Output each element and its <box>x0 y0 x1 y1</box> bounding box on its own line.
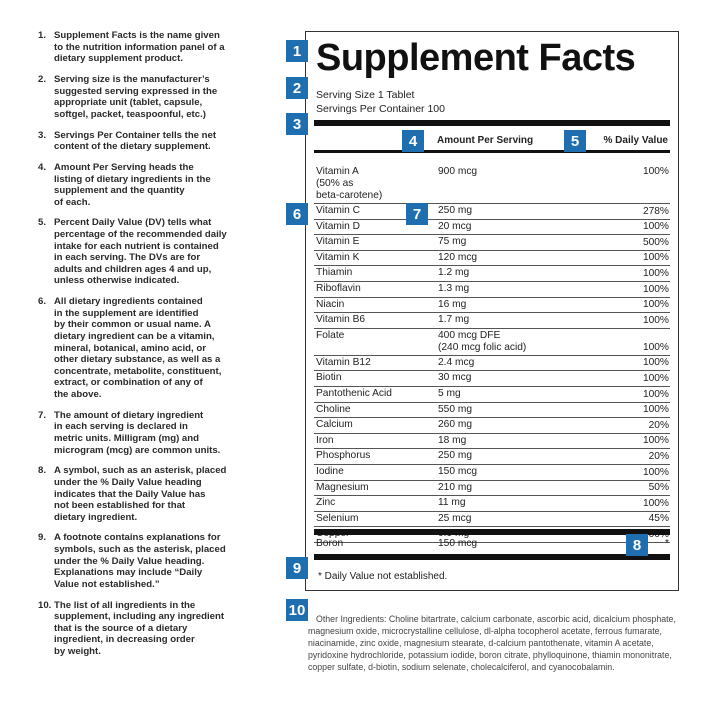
nutrient-name: Iron <box>316 434 334 446</box>
table-row <box>314 356 670 372</box>
servings-per-container: Servings Per Container 100 <box>316 103 445 115</box>
nutrient-amount: 30 mcg <box>438 372 472 384</box>
note-text: A footnote contains explanations for symbols, such as the asterisk, placed under the % Daily Value heading. Explanations may include “Daily Value not established.” <box>54 532 226 590</box>
nutrient-name: Biotin <box>316 372 342 384</box>
note-item <box>38 217 270 287</box>
thick-divider <box>314 120 670 126</box>
note-text: Servings Per Container tells the net content of the dietary supplement. <box>54 129 217 153</box>
nutrient-amount: 1.7 mg <box>438 314 470 326</box>
nutrient-name: Riboflavin <box>316 282 361 294</box>
note-text: Percent Daily Value (DV) tells what percentage of the recommended daily intake for each nutrient is contained in each serving. The DVs are for adults and children ages 4 and up, unless otherwise indicated. <box>54 217 227 287</box>
nutrient-amount: 11 mg <box>438 497 466 509</box>
table-row-boron <box>314 537 670 553</box>
daily-value-heading: % Daily Value <box>603 135 668 146</box>
nutrient-daily-value: 100% <box>642 497 669 509</box>
note-item <box>38 162 270 208</box>
nutrient-amount: 1.3 mg <box>438 282 470 294</box>
other-ingredients: Other Ingredients: Choline bitartrate, calcium carbonate, ascorbic acid, dicalcium phosphate, magnesium oxide, microcrystalline cellulose, dl-alpha tocopherol acetate, ferrous fumarate, niacinamide, zinc oxide, magnesium stearate, d-calcium pantothenate, vitamin A acetate, pyridoxine hydrochloride, potassium iodide, boron citrate, phylloquinone, thiamin mononitrate, copper sulfate, d-biotin, sodium selenate, cholecalciferol, and cyanocobalamin. <box>308 614 676 673</box>
nutrient-amount: 75 mg <box>438 236 467 248</box>
nutrient-name: Choline <box>316 403 351 415</box>
nutrient-amount: 210 mg <box>438 481 472 493</box>
note-item <box>38 296 270 400</box>
nutrient-name: Niacin <box>316 298 345 310</box>
nutrient-amount: 250 mg <box>438 205 472 216</box>
table-row <box>314 496 670 512</box>
nutrient-name: Boron <box>316 538 344 549</box>
nutrient-name: Magnesium <box>316 481 369 493</box>
nutrient-daily-value: 100% <box>642 283 669 295</box>
nutrient-name: Vitamin C <box>316 205 360 216</box>
table-row <box>314 313 670 329</box>
thick-divider <box>314 554 670 560</box>
nutrient-amount: 900 mcg <box>438 166 478 177</box>
nutrient-daily-value: 100% <box>642 341 669 353</box>
badge-8: 8 <box>626 534 648 556</box>
nutrient-daily-value: 100% <box>642 252 669 264</box>
note-number: 2. <box>38 73 47 85</box>
table-row <box>314 298 670 314</box>
nutrient-daily-value: 100% <box>642 435 669 447</box>
badge-10: 10 <box>286 599 308 621</box>
table-row <box>314 418 670 434</box>
table-row <box>314 449 670 465</box>
nutrient-daily-value: 100% <box>642 372 669 384</box>
nutrient-daily-value: 20% <box>648 419 669 431</box>
nutrient-table <box>314 165 670 543</box>
nutrient-name: Vitamin K <box>316 251 360 263</box>
note-number: 10. <box>38 599 52 611</box>
nutrient-name: Vitamin E <box>316 236 360 248</box>
note-item <box>38 465 270 523</box>
nutrient-daily-value: 100% <box>642 166 669 177</box>
badge-4: 4 <box>402 130 424 152</box>
nutrient-daily-value: 500% <box>642 236 669 248</box>
nutrient-name: Phosphorus <box>316 450 371 462</box>
nutrient-amount: 150 mcg <box>438 538 478 549</box>
note-number: 5. <box>38 217 47 229</box>
nutrient-amount: 150 mcg <box>438 465 478 477</box>
badge-2: 2 <box>286 77 308 99</box>
note-text: The amount of dietary ingredient in each serving is declared in metric units. Milligram (mg) and microgram (mcg) are common units. <box>54 409 221 456</box>
nutrient-amount: 2.4 mcg <box>438 356 475 368</box>
nutrient-daily-value: * <box>665 538 669 549</box>
table-row <box>314 266 670 282</box>
table-row <box>314 165 670 204</box>
badge-3: 3 <box>286 113 308 135</box>
badge-9: 9 <box>286 557 308 579</box>
badge-1: 1 <box>286 40 308 62</box>
nutrient-name: Vitamin A (50% as beta-carotene) <box>316 166 383 201</box>
badge-5: 5 <box>564 130 586 152</box>
table-row <box>314 329 670 356</box>
table-row <box>314 481 670 497</box>
nutrient-amount: 5 mg <box>438 387 461 399</box>
nutrient-amount: 550 mg <box>438 403 472 415</box>
note-text: A symbol, such as an asterisk, placed under the % Daily Value heading indicates that the Daily Value has not been established for that dietary ingredient. <box>54 465 227 523</box>
note-number: 8. <box>38 465 47 477</box>
table-row <box>314 387 670 403</box>
nutrient-name: Vitamin B12 <box>316 356 371 368</box>
note-text: Amount Per Serving heads the listing of dietary ingredients in the supplement and the quantity of each. <box>54 161 211 208</box>
badge-6: 6 <box>286 203 308 225</box>
footnote: * Daily Value not established. <box>318 571 448 582</box>
note-text: The list of all ingredients in the supplement, including any ingredient that is the source of a dietary ingredient, in decreasing order by weight. <box>54 599 225 657</box>
note-number: 6. <box>38 296 47 308</box>
nutrient-amount: 120 mcg <box>438 251 478 263</box>
badge-7: 7 <box>406 203 428 225</box>
nutrient-daily-value: 50% <box>648 482 669 494</box>
table-row <box>314 371 670 387</box>
panel-title: Supplement Facts <box>316 37 636 79</box>
nutrient-daily-value: 100% <box>642 221 669 233</box>
nutrient-daily-value: 100% <box>642 466 669 478</box>
table-row <box>314 204 670 220</box>
table-row <box>314 403 670 419</box>
nutrient-name: Folate <box>316 329 345 341</box>
nutrient-daily-value: 45% <box>648 513 669 525</box>
table-row <box>314 220 670 236</box>
nutrient-name: Selenium <box>316 512 359 524</box>
nutrient-name: Calcium <box>316 419 353 431</box>
nutrient-name: Thiamin <box>316 267 353 279</box>
nutrient-daily-value: 100% <box>642 404 669 416</box>
nutrient-name: Vitamin D <box>316 220 360 232</box>
supplement-facts-panel <box>305 31 679 591</box>
nutrient-amount: 20 mcg <box>438 220 472 232</box>
table-row <box>314 251 670 267</box>
heading-divider <box>314 150 670 153</box>
thick-divider <box>314 529 670 535</box>
nutrient-daily-value: 278% <box>642 205 669 217</box>
nutrient-amount: 400 mcg DFE (240 mcg folic acid) <box>438 329 527 353</box>
nutrient-name: Vitamin B6 <box>316 314 366 326</box>
nutrient-name: Zinc <box>316 497 336 509</box>
serving-size: Serving Size 1 Tablet <box>316 89 415 101</box>
note-text: Supplement Facts is the name given to the nutrition information panel of a dietary supplement product. <box>54 30 225 65</box>
nutrient-daily-value: 100% <box>642 299 669 311</box>
note-item <box>38 74 270 120</box>
nutrient-name: Iodine <box>316 465 344 477</box>
nutrient-amount: 16 mg <box>438 298 467 310</box>
note-item <box>38 532 270 590</box>
note-number: 3. <box>38 129 47 141</box>
amount-per-serving-heading: Amount Per Serving <box>437 135 534 146</box>
nutrient-name: Pantothenic Acid <box>316 387 392 399</box>
note-item <box>38 30 270 65</box>
note-text: Serving size is the manufacturer’s suggested serving expressed in the appropriate unit (tablet, capsule, softgel, packet, teaspoonful, etc.) <box>54 73 218 120</box>
nutrient-daily-value: 100% <box>642 314 669 326</box>
table-row <box>314 434 670 450</box>
note-item <box>38 600 270 658</box>
note-number: 4. <box>38 161 47 173</box>
note-number: 1. <box>38 30 47 41</box>
nutrient-amount: 1.2 mg <box>438 267 470 279</box>
table-row <box>314 235 670 251</box>
note-number: 9. <box>38 532 47 544</box>
nutrient-daily-value: 100% <box>642 357 669 369</box>
table-row <box>314 282 670 298</box>
notes-list <box>38 30 270 667</box>
note-item <box>38 130 270 153</box>
note-item <box>38 410 270 456</box>
nutrient-amount: 250 mg <box>438 450 472 462</box>
table-row <box>314 465 670 481</box>
nutrient-amount: 25 mcg <box>438 512 472 524</box>
nutrient-amount: 260 mg <box>438 419 472 431</box>
nutrient-amount: 18 mg <box>438 434 467 446</box>
note-text: All dietary ingredients contained in the supplement are identified by their common or usual name. A dietary ingredient can be a vitamin, mineral, botanical, amino acid, or other dietary substance, as well as a concentrate, metabolite, constituent, extract, or combination of any of the above. <box>54 296 222 400</box>
nutrient-daily-value: 20% <box>648 450 669 462</box>
nutrient-daily-value: 100% <box>642 388 669 400</box>
table-row <box>314 512 670 528</box>
nutrient-daily-value: 100% <box>642 267 669 279</box>
note-number: 7. <box>38 409 47 421</box>
